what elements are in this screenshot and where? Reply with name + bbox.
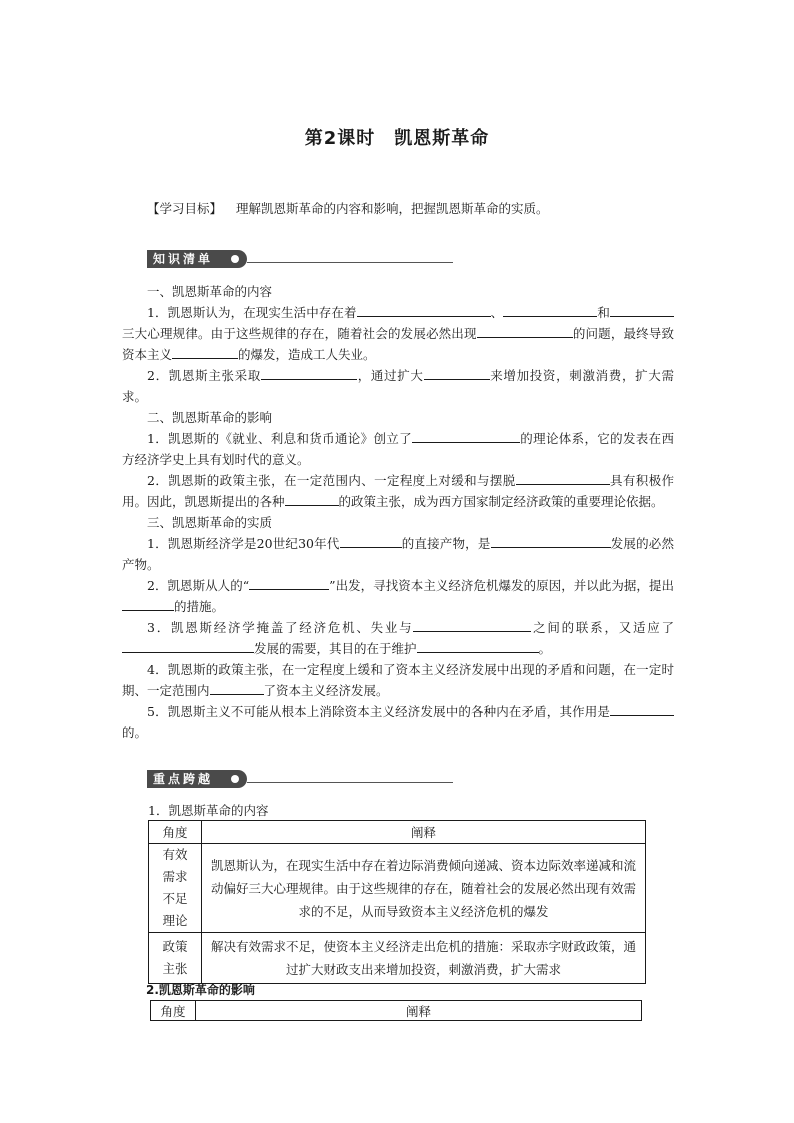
fill-blank[interactable] [357, 303, 491, 317]
paragraph: 5．凯恩斯主义不可能从根本上消除资本主义经济发展中的各种内在矛盾，其作用是的。 [122, 701, 674, 743]
paragraph: 1．凯恩斯的《就业、利息和货币通论》创立了 的理论体系，它的发表在西方经济学史上具有划时代的意义。 [122, 431, 674, 467]
fill-blank[interactable] [122, 597, 174, 611]
paragraph: 4．凯恩斯的政策主张，在一定程度上缓和了资本主义经济发展中出现的矛盾和问题，在一定时期、一定范围内 了资本主义经济发展。 [122, 662, 674, 698]
fill-blank[interactable] [285, 492, 339, 506]
table-cell-explanation: 凯恩斯认为，在现实生活中存在着边际消费倾向递减、资本边际效率递减和流动偏好三大心理规律。由于这些规律的存在，随着社会的发展必然出现有效需求的不足，从而导致资本主义经济危机的爆发 [202, 844, 646, 933]
table-header-explanation: 阐释 [202, 821, 646, 844]
table1-caption: 1．凯恩斯革命的内容 [148, 803, 269, 818]
table-cell-angle: 有效 需求 不足 理论 [149, 844, 202, 933]
paragraph: 1．凯恩斯认为，在现实生活中存在着 、 和三大心理规律。由于这些规律的存在，随着社会的发展必然出现 的问题，最终导致资本主义 的爆发，造成工人失业。 [122, 305, 674, 362]
fill-blank[interactable] [340, 534, 402, 548]
fill-blank[interactable] [249, 576, 329, 590]
paragraph: 2．凯恩斯从人的“ ”出发，寻找资本主义经济危机爆发的原因，并以此为据，提出的措施。 [122, 575, 674, 617]
fill-blank[interactable] [261, 366, 357, 380]
section-heading: 三、凯恩斯革命的实质 [147, 515, 273, 530]
learning-goal [147, 199, 549, 217]
table-header-explanation: 阐释 [196, 1001, 642, 1021]
fill-blank[interactable] [417, 639, 539, 653]
key-points-label: 重点跨越 [147, 770, 247, 788]
fill-blank[interactable] [503, 303, 597, 317]
fill-blank[interactable] [172, 345, 238, 359]
knowledge-list-label: 知识清单 [147, 250, 247, 268]
paragraph: 1．凯恩斯经济学是20世纪30年代 的直接产物，是 发展的必然产物。 [122, 536, 674, 572]
banner-rule [247, 262, 453, 263]
table2-caption: 2.凯恩斯革命的影响 [146, 983, 255, 997]
section-heading: 二、凯恩斯革命的影响 [147, 410, 273, 425]
table-cell-angle: 政策 主张 [149, 933, 202, 984]
fill-blank[interactable] [491, 534, 611, 548]
paragraph: 2．凯恩斯的政策主张，在一定范围内、一定程度上对缓和与摆脱 具有积极作用。因此，凯恩斯提出的各种 的政策主张，成为西方国家制定经济政策的重要理论依据。 [122, 473, 674, 509]
fill-blank[interactable] [412, 429, 520, 443]
lesson-title: 第2课时 凯恩斯革命 [304, 128, 490, 149]
fill-blank[interactable] [210, 681, 264, 695]
table-row [149, 933, 646, 984]
table-header-angle: 角度 [151, 1001, 196, 1021]
bullet-dot-icon [231, 775, 239, 783]
fill-blank[interactable] [477, 324, 573, 338]
table-cell-explanation: 解决有效需求不足，使资本主义经济走出危机的措施：采取赤字财政政策，通过扩大财政支出来增加投资，刺激消费，扩大需求 [202, 933, 646, 984]
section-heading: 一、凯恩斯革命的内容 [147, 284, 273, 299]
banner-rule [247, 782, 453, 783]
fill-blank[interactable] [424, 366, 490, 380]
fill-blank[interactable] [516, 471, 610, 485]
table-content [148, 820, 646, 984]
fill-blank[interactable] [413, 618, 531, 632]
fill-blank[interactable] [610, 702, 674, 716]
table-impact [150, 1000, 642, 1021]
fill-blank[interactable] [610, 303, 674, 317]
paragraph: 3．凯恩斯经济学掩盖了经济危机、失业与 之间的联系，又适应了发展的需要，其目的在于维护 。 [122, 617, 674, 659]
learning-goal-tag: 【学习目标】 [147, 201, 223, 216]
table-header-angle: 角度 [149, 821, 202, 844]
knowledge-list-body [122, 281, 674, 743]
fill-blank[interactable] [122, 639, 254, 653]
learning-goal-text: 理解凯恩斯革命的内容和影响，把握凯恩斯革命的实质。 [236, 201, 549, 216]
bullet-dot-icon [231, 255, 239, 263]
table-row [149, 844, 646, 933]
paragraph: 2．凯恩斯主张采取 ，通过扩大 来增加投资，刺激消费，扩大需求。 [122, 368, 674, 404]
